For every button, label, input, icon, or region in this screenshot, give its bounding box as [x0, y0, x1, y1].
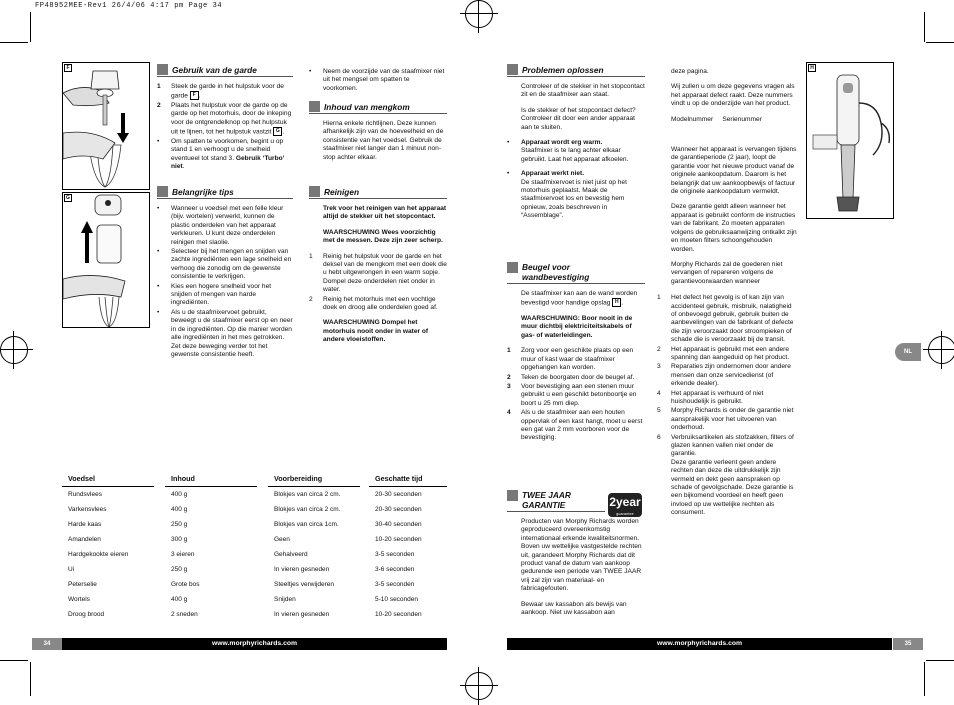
- list-item: 3 Reparaties zijn ondernomen door andere mensen dan onze servicedienst (of erkende dealer).: [657, 363, 791, 388]
- heading-square-icon: [507, 262, 518, 273]
- list-item: • Kies een hogere snelheid voor het snijden of mengen van harde ingrediënten.: [157, 282, 272, 307]
- paragraph: Trek voor het reinigen van het apparaat altijd de stekker uit het stopcontact.: [323, 205, 447, 221]
- registration-mark: [928, 336, 954, 364]
- figure-label: H: [808, 64, 816, 72]
- paragraph: Deze garantie geldt alleen wanneer het apparaat is gebruikt conform de instructies van de fabrikant. Zo moeten apparaten volgens de gebruiksaanwijzing ontkalkt zijn en moeten filters schoongehouden worden.: [671, 203, 797, 253]
- figure-wall-bracket: [806, 62, 894, 219]
- list-item: 2 Teken de boorgaten door de beugel af.: [507, 373, 635, 381]
- table-cell-voorbereiding: Blokjes van circa 2 cm.: [274, 506, 341, 513]
- table-cell-inhoud: 250 g: [171, 566, 188, 573]
- table-cell-tijd: 10-20 seconden: [375, 536, 422, 543]
- print-slug: FP48952MEE-Rev1 26/4/06 4:17 pm Page 34: [35, 2, 223, 10]
- table-column-inhoud: [165, 474, 257, 622]
- heading-square-icon: [309, 186, 320, 197]
- figure-label: F: [64, 64, 72, 72]
- heading-square-icon: [309, 101, 320, 112]
- list-item: 2 Het apparaat is gebruikt met een andere spanning dan aangeduid op het product.: [657, 345, 790, 361]
- list-item: 4 Het apparaat is verhuurd of niet huishoudelijk is gebruikt.: [657, 389, 764, 405]
- table-column-tijd: [369, 474, 447, 622]
- list-item: 3 Voor bevestiging aan een stenen muur gebruikt u een geschikt betonboortje en boort u 25 mm diep.: [507, 382, 637, 407]
- crop-mark: [0, 42, 28, 43]
- section-heading: Beugel voor wandbevestiging: [507, 262, 645, 284]
- table-cell-inhoud: 3 eieren: [171, 551, 195, 558]
- table-cell-voedsel: Ui: [68, 566, 75, 573]
- figure-whisk-attach: [62, 192, 150, 328]
- table-cell-inhoud: 400 g: [171, 491, 188, 498]
- table-cell-voorbereiding: Snijden: [274, 596, 296, 603]
- table-cell-inhoud: 400 g: [171, 506, 188, 513]
- list-item: 2 Reinig het motorhuis met een vochtige doek en droog alle onderdelen goed af.: [309, 295, 438, 312]
- figure-label: G: [64, 194, 72, 202]
- table-cell-voedsel: Amandelen: [68, 536, 101, 543]
- table-cell-voorbereiding: In vieren gesneden: [274, 566, 330, 573]
- table-cell-tijd: 3-6 seconden: [375, 566, 415, 573]
- section-problemen: [507, 64, 645, 222]
- paragraph: Bewaar uw kassabon als bewijs van aankoop. Niet uw kassabon aan: [521, 600, 627, 617]
- section-inhoud-mengkom: [309, 101, 447, 162]
- warning-text: WAARSCHUWING: Boor nooit in de muur dichtbij elektriciteitskabels of gas- of waterleidingen.: [521, 315, 633, 339]
- section-heading: Reinigen: [309, 186, 447, 199]
- list-item: • Om spatten te voorkomen, begint u op stand 1 en verhoogt u de snelheid eventueel tot stand 3. Gebruik ‘Turbo’ niet.: [157, 137, 285, 171]
- section-garantie: [507, 490, 605, 512]
- table-cell-voedsel: Hardgekookte eieren: [68, 551, 129, 558]
- paragraph: Producten van Morphy Richards worden geproduceerd overeenkomstig internationaal erkende kwaliteitsnormen. Boven uw wettelijke vastgestelde rechten uit, garandeert Morphy Richards dat dit product vanaf de datum van aankoop gedurende een periode van TWEE JAAR vrij zal zijn van materiaal- en fabricagefouten.: [521, 518, 642, 593]
- list-item: 1 Zorg voor een geschikte plaats op een muur of kast waar de staafmixer opgehangen kan worden.: [507, 347, 634, 372]
- heading-square-icon: [507, 490, 518, 501]
- section-heading: Belangrijke tips: [157, 186, 293, 199]
- registration-mark: [465, 0, 493, 28]
- table-header: Voorbereiding: [268, 474, 360, 487]
- whisk-attach-illustration: [63, 193, 149, 327]
- crop-mark: [926, 660, 954, 661]
- two-year-guarantee-logo: 2year guarantee: [609, 495, 641, 516]
- page-number: 34: [32, 638, 62, 650]
- table-cell-voorbereiding: In vieren gesneden: [274, 611, 330, 618]
- table-cell-inhoud: 250 g: [171, 521, 188, 528]
- language-tab-nl: NL: [895, 343, 921, 361]
- garantie-continued: [657, 68, 797, 525]
- heading-square-icon: [507, 64, 518, 75]
- list-item: 1 Steek de garde in het hulpstuk voor de garde F .: [157, 83, 284, 100]
- table-cell-voorbereiding: Steeltjes verwijderen: [274, 581, 334, 588]
- bullet-note: • Neem de voorzijde van de staafmixer niet uit het mengsel om spatten te voorkomen.: [309, 68, 445, 92]
- table-cell-tijd: 20-30 seconden: [375, 506, 422, 513]
- section-heading: Problemen oplossen: [507, 64, 645, 77]
- section-heading: TWEE JAAR GARANTIE: [507, 490, 605, 512]
- footer-website: www.morphyrichards.com: [507, 638, 892, 650]
- paragraph: Hierna enkele richtlijnen. Deze kunnen afhankelijk zijn van de hoeveelheid en de consistentie van het voedsel. Gebruik de staafmixer niet langer dan 1 minuut non-stop achter elkaar.: [323, 120, 444, 161]
- table-header: Geschatte tijd: [369, 474, 447, 487]
- paragraph: Morphy Richards zal de goederen niet vervangen of repareren volgens de garantievoorwaarden wanneer: [671, 260, 783, 285]
- table-cell-inhoud: 400 g: [171, 596, 188, 603]
- warning-text: WAARSCHUWING Wees voorzichtig met de messen. Deze zijn zeer scherp.: [323, 228, 443, 245]
- figure-ref-icon: H: [612, 298, 621, 307]
- warning-text: WAARSCHUWING Dompel het motorhuis nooit onder in water of andere vloeistoffen.: [323, 319, 429, 344]
- list-item: • Selecteer bij het mengen en snijden van zachte ingrediënten een lage snelheid en verhoog die zonodig om de gewenste consistentie te verkrijgen.: [157, 248, 292, 281]
- model-serial-fields: Modelnummer Serienummer: [671, 115, 762, 123]
- list-item: 1 Het defect het gevolg is of kan zijn van accidenteel gebruik, misbruik, nalatigheid of onbevoegd gebruik, gebruik buiten de aanbevelingen van de fabrikant of defecte die zijn veroorzaakt door stroompieken of schade die is veroorzaakt bij de transit.: [657, 294, 794, 344]
- heading-square-icon: [157, 64, 168, 75]
- paragraph: Wanneer het apparaat is vervangen tijdens de garantieperiode (2 jaar), loopt de garantie voor het nieuwe product vanaf de originele aankoopdatum. Daarom is het belangrijk dat uw aankoopbewijs of factuur de originele aankoopdatum vermeldt.: [671, 146, 797, 196]
- list-item: 1 Reinig het hulpstuk voor de garde en het deksel van de mengkom met een doek die u hebt uitgewrongen in een warm sopje. Dompel deze onderdelen niet onder in water.: [309, 252, 447, 294]
- page-number: 35: [893, 638, 923, 650]
- garantie-text: [521, 518, 645, 624]
- registration-mark: [0, 336, 28, 364]
- section-heading: Gebruik van de garde: [157, 64, 293, 77]
- crop-mark: [30, 12, 31, 42]
- table-cell-tijd: 30-40 seconden: [375, 521, 422, 528]
- table-cell-tijd: 3-5 seconden: [375, 551, 415, 558]
- table-header: Voedsel: [62, 474, 154, 487]
- table-cell-inhoud: Grote bos: [171, 581, 200, 588]
- table-cell-tijd: 10-20 seconden: [375, 611, 422, 618]
- section-reinigen: [309, 186, 447, 352]
- table-cell-voedsel: Harde kaas: [68, 521, 102, 528]
- table-cell-voorbereiding: Blokjes van circa 2 cm.: [274, 491, 341, 498]
- whisk-insert-illustration: [63, 63, 149, 189]
- list-item: 4 Als u de staafmixer aan een houten oppervlak of een kast hangt, moet u eerst een gat van 2 mm voorboren voor de bevestiging.: [507, 409, 643, 442]
- table-column-voorbereiding: [268, 474, 360, 622]
- crop-mark: [926, 42, 954, 43]
- paragraph: Wij zullen u om deze gegevens vragen als het apparaat defect raakt. Deze nummers vindt u op de onderzijde van het product.: [671, 83, 795, 108]
- table-cell-tijd: 3-5 seconden: [375, 581, 415, 588]
- table-cell-voedsel: Peterselie: [68, 581, 97, 588]
- table-cell-voorbereiding: Geen: [274, 536, 290, 543]
- list-item: 6 Verbruiksartikelen als stofzakken, filters of glazen kannen vallen niet onder de garantie.: [657, 433, 794, 458]
- figure-whisk-insert: [62, 62, 150, 190]
- list-item: • Als u de staafmixervoet gebruikt, beweegt u de staafmixer eerst op en neer in de ingrediënten. Op die manier worden alle ingrediënten in het mes getrokken. Zet deze beweging verder tot het gewenste consistentie heeft.: [157, 308, 293, 358]
- table-column-voedsel: [62, 474, 154, 622]
- paragraph: Is de stekker of het stopcontact defect? Controleer dit door een ander apparaat aan te sluiten.: [521, 106, 636, 131]
- crop-mark: [30, 662, 31, 696]
- section-gebruik-garde: [157, 64, 293, 173]
- list-item: • Apparaat wordt erg warm. Staafmixer is te lang achter elkaar gebruikt. Laat het apparaat afkoelen.: [507, 139, 629, 163]
- table-header: Inhoud: [165, 474, 257, 487]
- paragraph: Deze garantie verleent geen andere rechten dan deze die uitdrukkelijk zijn vermeld en dekt geen aanspraken op schade of gevolgschade. Deze garantie is een bijkomend voordeel en heeft geen invloed op uw wettelijke rechten als consument.: [671, 458, 794, 517]
- list-item: 2 Plaats het hulpstuk voor de garde op de garde op het motorhuis, door de inkeping voor de ontgrendelknop op het hulpstuk uit te lijnen, tot het hulpstuk vastzit G .: [157, 102, 292, 136]
- list-item: 5 Morphy Richards is onder de garantie niet aansprakelijk voor het uitvoeren van onderhoud.: [657, 407, 794, 432]
- list-item: • Wanneer u voedsel met een felle kleur (bijv. wortelen) verwerkt, kunnen de plastic onderdelen van het apparaat verkleuren. U kunt deze onderdelen reinigen met slaolie.: [157, 205, 284, 246]
- table-cell-voedsel: Wortels: [68, 596, 90, 603]
- section-heading: Inhoud van mengkom: [309, 101, 447, 114]
- crop-mark: [924, 662, 925, 696]
- paragraph: deze pagina.: [671, 68, 709, 75]
- table-cell-tijd: 20-30 seconden: [375, 491, 422, 498]
- footer-website: www.morphyrichards.com: [62, 638, 447, 650]
- table-cell-voedsel: Rundsvlees: [68, 491, 102, 498]
- table-cell-tijd: 5-10 seconden: [375, 596, 419, 603]
- figure-ref-icon: G: [273, 127, 282, 136]
- table-cell-voorbereiding: Gehalveerd: [274, 551, 308, 558]
- table-cell-voedsel: Varkensvlees: [68, 506, 107, 513]
- table-cell-inhoud: 300 g: [171, 536, 188, 543]
- paragraph: Controleer of de stekker in het stopcontact zit en de staafmixer aan staat.: [521, 83, 645, 99]
- table-cell-inhoud: 2 sneden: [171, 611, 198, 618]
- table-cell-voedsel: Droog brood: [68, 611, 105, 618]
- section-beugel: [507, 262, 645, 444]
- section-belangrijke-tips: [157, 186, 293, 360]
- paragraph: De staafmixer kan aan de wand worden bevestigd voor handige opslag H .: [521, 290, 638, 307]
- table-cell-voorbereiding: Blokjes van circa 1cm.: [274, 521, 339, 528]
- wall-bracket-illustration: [807, 63, 893, 218]
- list-item: • Apparaat werkt niet. De staafmixervoet is niet juist op het motorhuis geplaatst. Maak de staafmixervoet los en bevestig hem opnieuw, zoals beschreven in “Assemblage”.: [507, 170, 627, 220]
- heading-square-icon: [157, 186, 168, 197]
- crop-mark: [924, 12, 925, 42]
- crop-mark: [0, 660, 28, 661]
- figure-ref-icon: F: [190, 91, 199, 100]
